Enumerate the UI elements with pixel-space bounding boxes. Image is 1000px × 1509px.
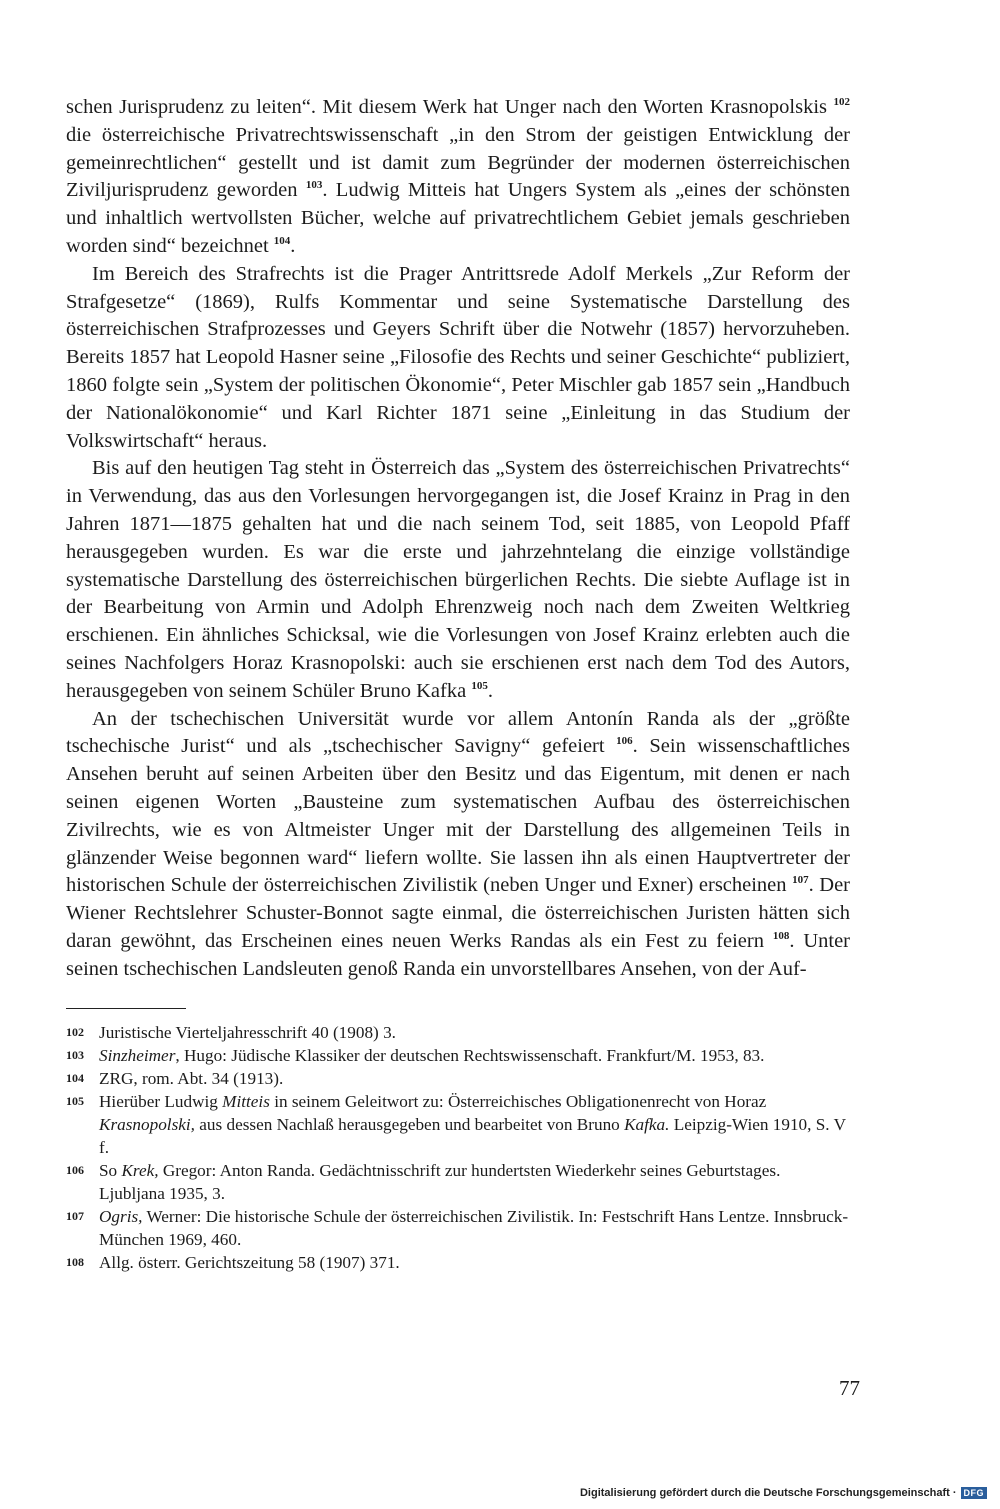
footnote-104 <box>66 1067 850 1090</box>
author-name: Sinzheimer <box>99 1045 176 1065</box>
text-run: . <box>487 679 493 702</box>
footnote-text: Hierüber Ludwig <box>99 1091 223 1111</box>
footnote-number: 106 <box>66 1162 84 1177</box>
text-run: . Ludwig Mitteis hat Ungers System als „eines der schönsten und inhaltlich wertvollsten Bücher, welche auf privatrechtlichem Gebiet jemals geschrieben worden sind“ bezeichnet <box>66 179 850 257</box>
footnote-number: 102 <box>66 1024 84 1039</box>
footnote-ref-107[interactable]: 107 <box>792 874 809 887</box>
text-run: Im Bereich des Strafrechts ist die Prager Antrittsrede Adolf Merkels „Zur Reform der Strafgesetze“ (1869), Rulfs Kommentar und seine Systematische Darstellung des österreichischen Strafprozesses und Geyers Schrift über die Notwehr (1857) hervorzuheben. Bereits 1857 hat Leopold Hasner seine „Filosofie des Rechts und seiner Geschichte“ publiziert, 1860 folgte sein „System der politischen Ökonomie“, Peter Mischler gab 1857 sein „Handbuch der Nationalökonomie“ und Karl Richter 1871 seine „Einleitung in das Studium der Volkswirtschaft“ heraus. <box>66 262 850 452</box>
footnote-102 <box>66 1021 850 1044</box>
paragraph-4 <box>66 706 850 984</box>
text-run: . Sein wissenschaftliches Ansehen beruht auf seinen Arbeiten über den Besitz und das Eigentum, mit denen er nach seinen eigenen Worten „Bausteine zum systematischen Aufbau des österreichischen Zivilrechts, wie es von Altmeister Unger mit der Darstellung des allgemeinen Teils in glänzender Weise begonnen ward“ liefern wollte. Sie lassen ihn als einen Hauptvertreter der historischen Schule der österreichischen Zivilistik (neben Unger und Exner) erscheinen <box>66 735 850 897</box>
text-run: An der tschechischen Universität wurde vor allem Antonín Randa als der „größte tschechische Jurist“ und als „tschechischer Savigny“ gefeiert <box>66 707 850 758</box>
footnote-ref-106[interactable]: 106 <box>616 735 633 748</box>
text-run: die österreichische Privatrechtswissenschaft „in den Strom der geistigen Entwicklung der gemeinrechtlichen“ gestellt und ist damit zum Begründer der modernen österreichischen Ziviljurisprudenz geworden <box>66 123 850 202</box>
footnote-ref-105[interactable]: 105 <box>471 679 488 692</box>
footnote-ref-104[interactable]: 104 <box>273 234 291 247</box>
author-name: Krasnopolski, <box>99 1114 195 1134</box>
footnote-text: Leipzig-Wien 1910, S. V f. <box>99 1114 846 1157</box>
footnote-108 <box>66 1251 850 1274</box>
footnote-text: Juristische Vierteljahresschrift 40 (1908) 3. <box>99 1022 396 1042</box>
footnote-106 <box>66 1159 850 1205</box>
footnote-text: Allg. österr. Gerichtszeitung 58 (1907) 371. <box>99 1252 400 1272</box>
footnote-103 <box>66 1044 850 1067</box>
text-run: schen Jurisprudenz zu leiten“. Mit diesem Werk hat Unger nach den Worten Krasnopolskis <box>66 96 834 118</box>
text-run: . Der Wiener Rechtslehrer Schuster-Bonnot sagte einmal, die österreichischen Juristen hätten sich daran gewöhnt, das Erscheinen eines neuen Werks Randas als ein Fest zu feiern <box>66 874 850 952</box>
footnote-ref-102[interactable]: 102 <box>833 96 850 108</box>
paragraph-3 <box>66 455 850 705</box>
dfg-logo-icon: DFG <box>961 1487 988 1499</box>
footnote-107 <box>66 1205 850 1251</box>
author-name: Mitteis <box>222 1091 270 1111</box>
footnote-text: ZRG, rom. Abt. 34 (1913). <box>99 1068 284 1088</box>
footnote-text: aus dessen Nachlaß herausgegeben und bearbeitet von Bruno <box>194 1114 625 1134</box>
digitization-text: Digitalisierung gefördert durch die Deutsche Forschungsgemeinschaft · <box>579 1487 957 1499</box>
footnotes <box>66 1021 850 1274</box>
footnote-ref-103[interactable]: 103 <box>305 179 323 192</box>
page-number: 77 <box>839 1376 860 1400</box>
footnote-number: 108 <box>66 1254 84 1269</box>
text-run: . Unter seinen tschechischen Landsleuten genoß Randa ein unvorstellbares Ansehen, von der Auf- <box>66 929 851 980</box>
footnote-text: Werner: Die historische Schule der österreichischen Zivilistik. In: Festschrift Hans Lentze. Innsbruck-München 1969, 460. <box>99 1206 849 1249</box>
footnote-105 <box>66 1090 850 1159</box>
footnote-text: in seinem Geleitwort zu: Österreichisches Obligationenrecht von Horaz <box>269 1091 767 1111</box>
footnote-number: 107 <box>66 1208 84 1223</box>
footnote-divider <box>66 1008 186 1009</box>
footnote-ref-108[interactable]: 108 <box>772 929 790 942</box>
paragraph-2 <box>66 261 850 456</box>
paragraph-1 <box>66 94 850 261</box>
page-body <box>66 94 850 1274</box>
footnote-number: 104 <box>66 1070 84 1085</box>
footnote-number: 105 <box>66 1093 84 1108</box>
author-name: Kafka. <box>624 1114 670 1134</box>
author-name: Krek, <box>121 1160 159 1180</box>
text-run: Bis auf den heutigen Tag steht in Österreich das „System des österreichischen Privatrechts“ in Verwendung, das aus den Vorlesungen hervorgegangen ist, die Josef Krainz in Prag in den Jahren 1871—1875 gehalten hat und die nach seinem Tod, seit 1885, von Leopold Pfaff herausgegeben wurden. Es war die erste und jahrzehntelang die einzige vollständige systematische Darstellung des österreichischen bürgerlichen Rechts. Die siebte Auflage ist in der Bearbeitung von Armin und Adolph Ehrenzweig noch nach dem Zweiten Weltkrieg erschienen. Ein ähnliches Schicksal, wie die Vorlesungen von Josef Krainz erlebten auch die seines Nachfolgers Horaz Krasnopolski: auch sie erschienen erst nach dem Tod des Autors, herausgegeben von seinem Schüler Bruno Kafka <box>66 457 850 702</box>
footnote-number: 103 <box>66 1047 84 1062</box>
digitization-notice <box>580 1487 987 1499</box>
text-run: . <box>290 234 296 257</box>
author-name: Ogris, <box>99 1206 143 1226</box>
footnote-text: Gregor: Anton Randa. Gedächtnisschrift zur hundertsten Wiederkehr seines Geburtstages. Ljubljana 1935, 3. <box>99 1160 781 1203</box>
footnote-text: , Hugo: Jüdische Klassiker der deutschen Rechtswissenschaft. Frankfurt/M. 1953, 83. <box>175 1045 765 1065</box>
footnote-text: So <box>99 1160 122 1180</box>
